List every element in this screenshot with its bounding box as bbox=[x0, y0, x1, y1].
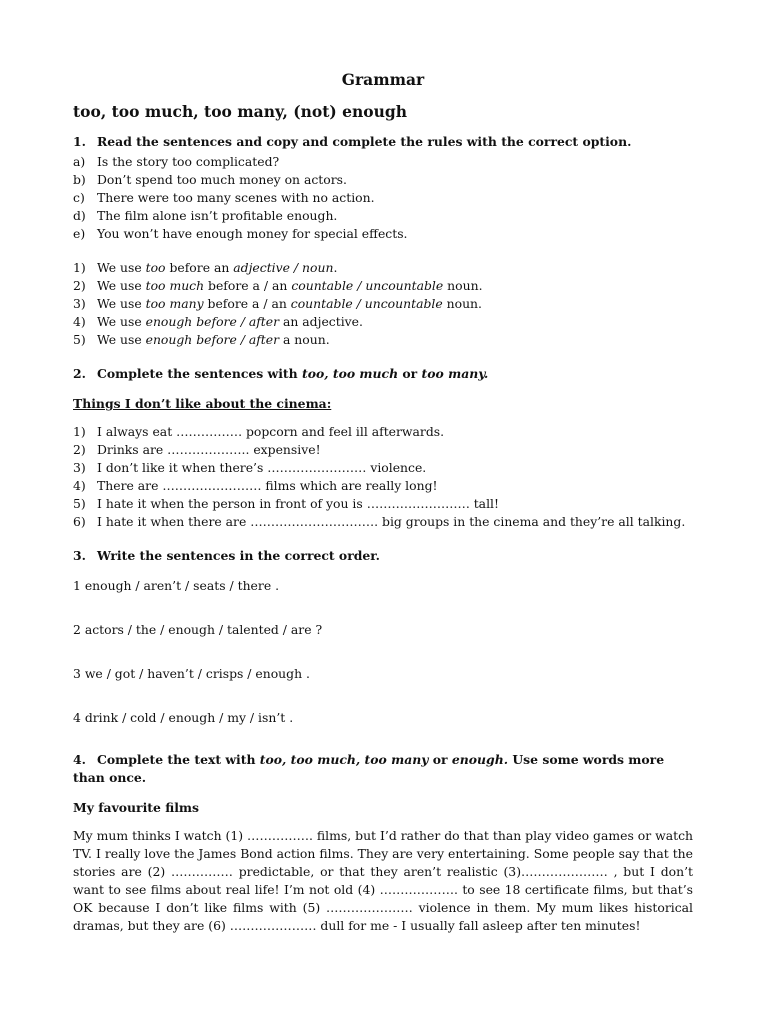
rule-item: 1) We use too before an adjective / noun. bbox=[73, 260, 338, 275]
list-item: 3) I don’t like it when there’s …………………… violence. bbox=[73, 460, 427, 475]
list-item: 2 actors / the / enough / talented / are ? bbox=[73, 622, 323, 637]
rule-item: 5) We use enough before / after a noun. bbox=[73, 332, 330, 347]
list-item: 1 enough / aren’t / seats / there . bbox=[73, 578, 280, 593]
list-item: 2) Drinks are ……………….. expensive! bbox=[73, 442, 321, 457]
section-1-sentences bbox=[73, 153, 693, 243]
section-2-items bbox=[73, 423, 693, 531]
list-item: 5) I hate it when the person in front of you is ……………………. tall! bbox=[73, 496, 499, 511]
list-item: b) Don’t spend too much money on actors. bbox=[73, 172, 347, 187]
section-2-heading: Things I don’t like about the cinema: bbox=[73, 396, 332, 411]
list-item: 4) There are …………………… films which are really long! bbox=[73, 478, 438, 493]
list-item: 3 we / got / haven’t / crisps / enough . bbox=[73, 666, 310, 681]
page-subtitle: too, too much, too many, (not) enough bbox=[73, 102, 407, 121]
page-title: Grammar bbox=[341, 70, 425, 89]
list-item: c) There were too many scenes with no action. bbox=[73, 190, 375, 205]
section-3-items bbox=[73, 577, 693, 727]
rule-item: 4) We use enough before / after an adjective. bbox=[73, 314, 363, 329]
rule-item: 2) We use too much before a / an countable / uncountable noun. bbox=[73, 278, 483, 293]
list-item: a) Is the story too complicated? bbox=[73, 154, 280, 169]
section-1-rules bbox=[73, 259, 693, 349]
list-item: 6) I hate it when there are …………………………. big groups in the cinema and they’re all talking. bbox=[73, 514, 686, 529]
rule-item: 3) We use too many before a / an countable / uncountable noun. bbox=[73, 296, 482, 311]
list-item: 4 drink / cold / enough / my / isn’t . bbox=[73, 710, 294, 725]
section-2-instruction: 2. Complete the sentences with too, too much or too many. bbox=[73, 366, 489, 381]
section-3-instruction: 3. Write the sentences in the correct order. bbox=[73, 548, 380, 563]
section-4-heading: My favourite films bbox=[73, 800, 200, 815]
section-4-instruction: 4. Complete the text with too, too much, too many or enough. Use some words more than once. bbox=[73, 752, 665, 785]
worksheet bbox=[73, 70, 693, 935]
list-item: 1) I always eat ……………. popcorn and feel ill afterwards. bbox=[73, 424, 445, 439]
section-4-text: My mum thinks I watch (1) ……………. films, but I’d rather do that than play video games or watch TV. I really love the James Bond action films. They are very entertaining. Some people say that the stories are (2) …………… predictable, or that they aren’t realistic (3)………………… , but I don’t want to see films about real life! I’m not old (4) ………………. to see 18 certificate films, but that’s OK because I don’t like films with (5) ………………… violence in them. My mum likes historical dramas, but they are (6) ………………… dull for me - I usually fall asleep after ten minutes! bbox=[73, 828, 693, 933]
section-1-instruction: 1. Read the sentences and copy and complete the rules with the correct option. bbox=[73, 134, 632, 149]
section-number: 1. bbox=[73, 134, 86, 149]
list-item: e) You won’t have enough money for special effects. bbox=[73, 226, 408, 241]
list-item: d) The film alone isn’t profitable enough. bbox=[73, 208, 338, 223]
